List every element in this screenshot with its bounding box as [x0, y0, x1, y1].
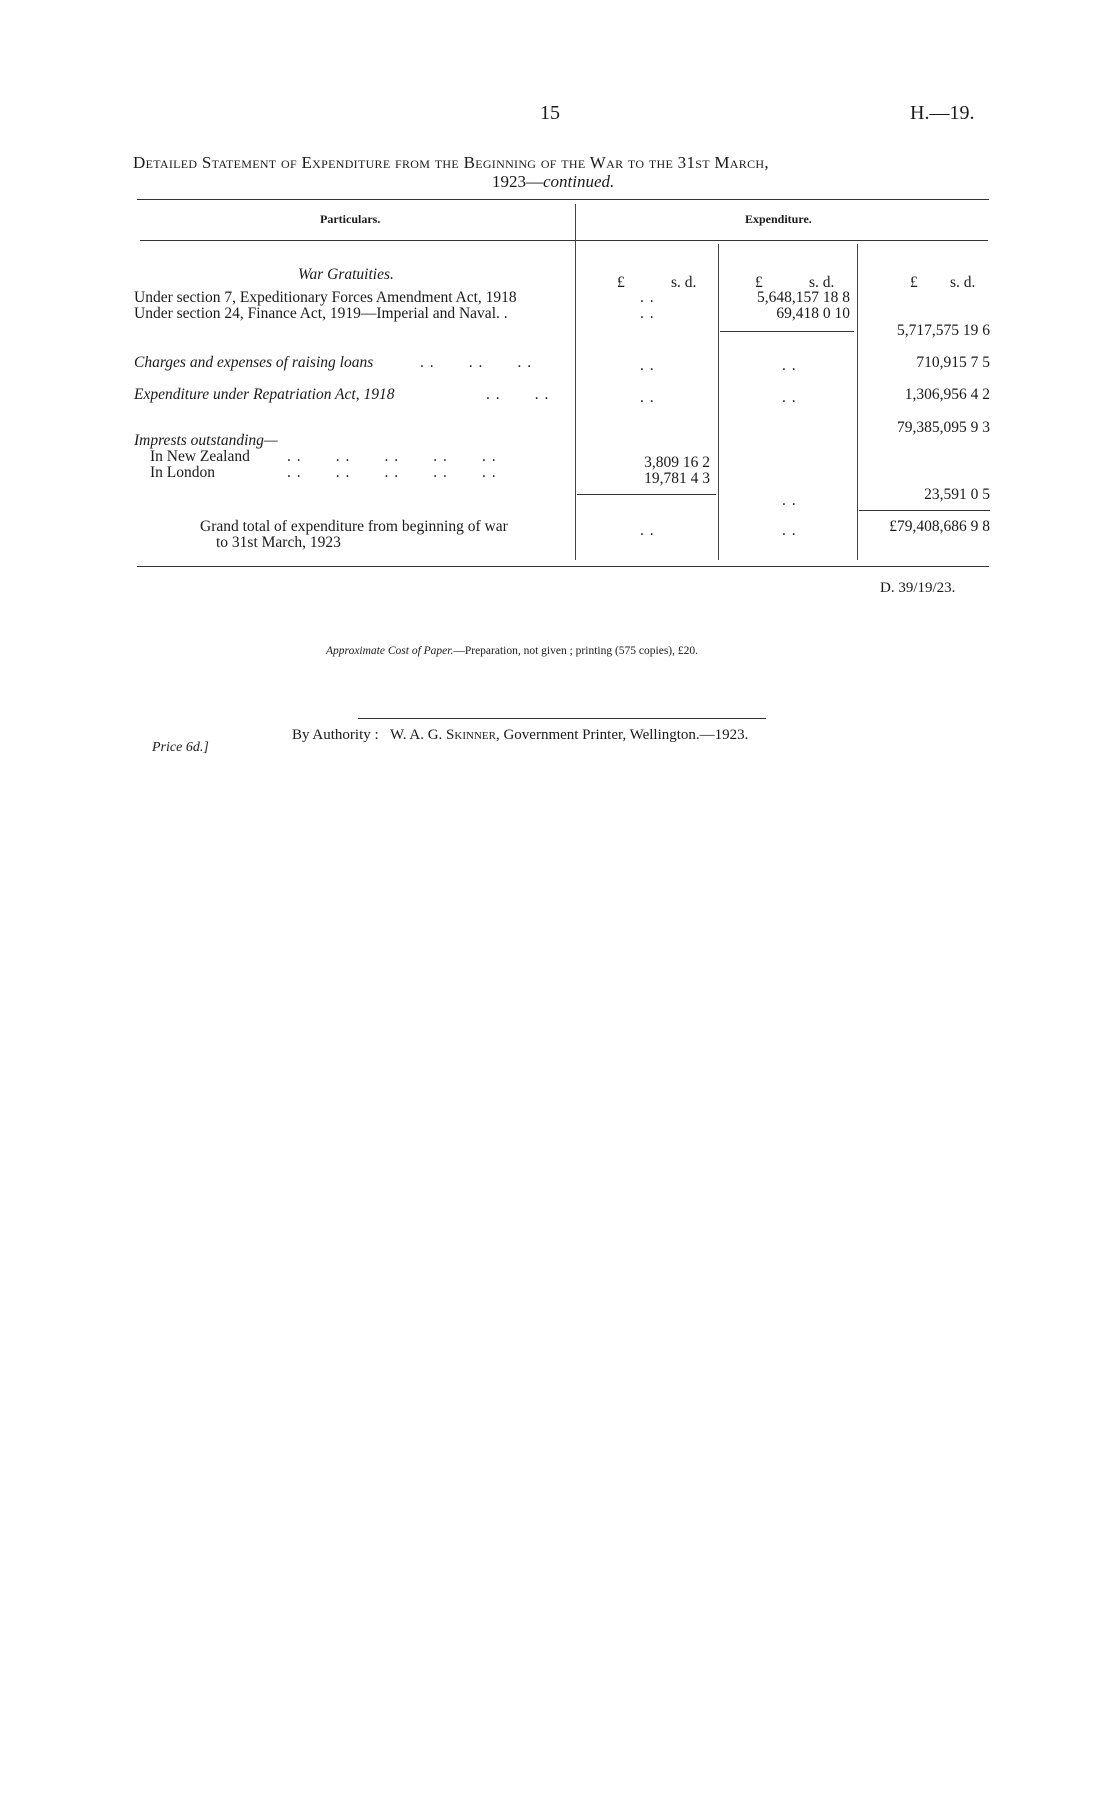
total-war-gratuities: 5,717,575 19 6 [897, 322, 990, 339]
value-london: 19,781 4 3 [644, 470, 710, 487]
dots: . . [384, 448, 400, 465]
col3-grand-rule [859, 510, 990, 511]
col2-dots: . . [782, 522, 797, 539]
header-particulars: Particulars. [320, 212, 381, 226]
subtotal-before-imprests: 79,385,095 9 3 [897, 419, 990, 436]
page-number: 15 [540, 102, 560, 124]
col1-sd-unit: s. d. [671, 274, 697, 291]
dots: . . [335, 464, 351, 481]
divider-col1 [718, 244, 719, 560]
col3-sd-unit: s. d. [950, 274, 976, 291]
dots: . . [517, 354, 533, 371]
dots: . . [486, 386, 501, 403]
col1-dots: . . [640, 389, 655, 406]
dots: . . [534, 386, 550, 403]
col1-pound-unit: £ [617, 274, 625, 291]
col2-subtotal-rule [720, 331, 854, 332]
title-year: 1923— [492, 172, 543, 191]
dots: . . [287, 464, 302, 481]
dots: . . [433, 448, 448, 465]
divider-particulars [575, 204, 576, 560]
title-continued: continued. [543, 172, 615, 191]
leader-dots [287, 464, 497, 482]
authority-line [292, 727, 748, 744]
dots: . . [482, 448, 497, 465]
dots: . . [335, 448, 351, 465]
col1-dots: . . [640, 522, 655, 539]
authority-rest: Government Printer, Wellington.—1923. [503, 727, 749, 743]
row-label-new-zealand: In New Zealand [150, 448, 250, 465]
leader-dots [486, 386, 549, 404]
dots: . . [433, 464, 448, 481]
table-bottom-rule [137, 566, 989, 567]
grand-total-label-line2: to 31st March, 1923 [216, 534, 341, 551]
divider-col2 [857, 244, 858, 560]
section-war-gratuities: War Gratuities. [298, 266, 394, 283]
value-new-zealand: 3,809 16 2 [644, 454, 710, 471]
dots: . . [287, 448, 302, 465]
reference-code: D. 39/19/23. [880, 580, 956, 596]
imprests-heading: Imprests outstanding— [134, 432, 278, 449]
col2-pound-unit: £ [755, 274, 763, 291]
row-label-section24: Under section 24, Finance Act, 1919—Imperial and Naval. . [134, 305, 508, 322]
header-expenditure: Expenditure. [745, 212, 812, 226]
value-charges: 710,915 7 5 [916, 354, 990, 371]
row-label-repatriation: Expenditure under Repatriation Act, 1918 [134, 386, 395, 403]
col2-dots: . . [782, 389, 797, 406]
leader-dots [420, 354, 532, 372]
dots: . . [420, 354, 435, 371]
col2-dots: . . [782, 492, 797, 509]
cost-label: Approximate Cost of Paper. [326, 645, 454, 657]
row-label-london: In London [150, 464, 216, 481]
cost-of-paper-note [326, 645, 698, 657]
statement-title-continued [492, 172, 614, 192]
dots: . . [384, 464, 400, 481]
authority-rule [358, 718, 766, 719]
grand-total-value: £79,408,686 9 8 [889, 518, 990, 535]
row-label-section7: Under section 7, Expeditionary Forces Amendment Act, 1918 [134, 289, 517, 306]
header-bottom-rule [140, 240, 988, 241]
dots: . . [482, 464, 497, 481]
authority-printer: W. A. G. Skinner, [389, 727, 500, 743]
col2-dots: . . [782, 357, 797, 374]
cost-text: —Preparation, not given ; printing (575 copies), £20. [453, 645, 698, 657]
statement-title: Detailed Statement of Expenditure from the Beginning of the War to the 31st March, [133, 153, 769, 172]
authority-prefix: By Authority : [292, 727, 379, 743]
col1-dots: . . [640, 305, 655, 322]
dots: . . [468, 354, 484, 371]
row-label-charges: Charges and expenses of raising loans [134, 354, 374, 371]
col2-sd-unit: s. d. [809, 274, 835, 291]
col1-dots: . . [640, 357, 655, 374]
value-repatriation: 1,306,956 4 2 [904, 386, 990, 403]
document-reference: H.—19. [910, 102, 975, 124]
col1-dots: . . [640, 289, 655, 306]
price-label: Price 6d.] [152, 740, 209, 755]
value-section7: 5,648,157 18 8 [757, 289, 850, 306]
total-imprests: 23,591 0 5 [924, 486, 990, 503]
col3-pound-unit: £ [910, 274, 918, 291]
col1-subtotal-rule [577, 494, 716, 495]
value-section24: 69,418 0 10 [776, 305, 850, 322]
table-top-rule [137, 199, 989, 200]
grand-total-label-line1: Grand total of expenditure from beginning of war [200, 518, 508, 535]
